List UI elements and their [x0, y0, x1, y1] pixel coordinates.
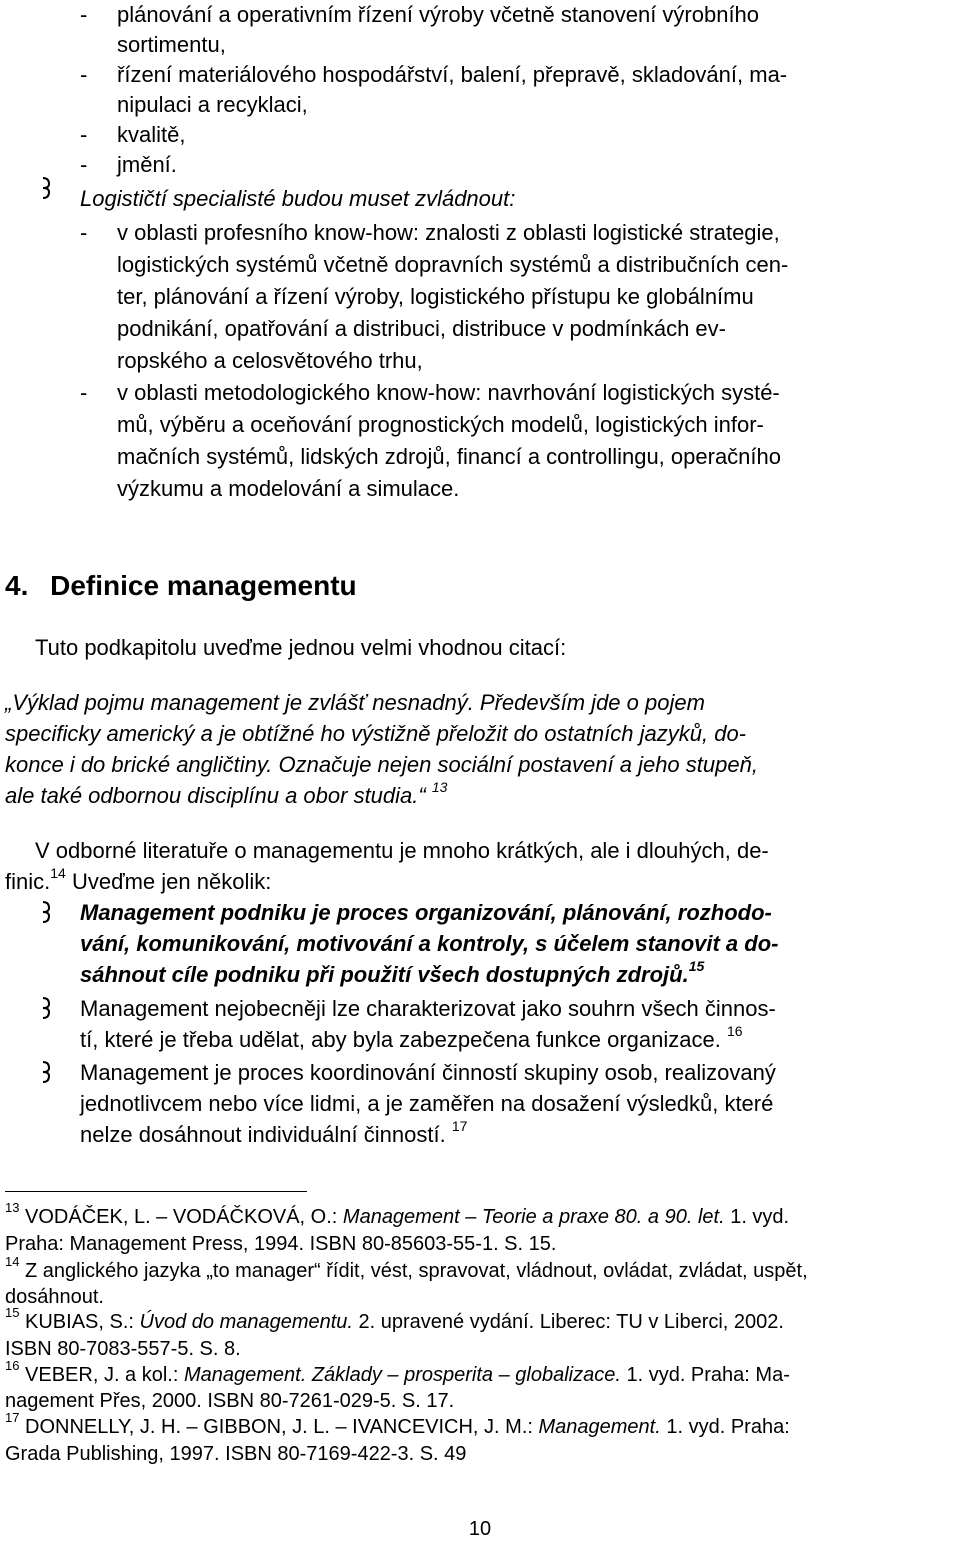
list-item-line: logistických systémů včetně dopravních systémů a distribučních cen- [117, 252, 789, 277]
footnote-line: Grada Publishing, 1997. ISBN 80-7169-422-3. S. 49 [5, 1443, 467, 1465]
specialists-heading: Logističtí specialisté budou muset zvládnout: [80, 186, 516, 211]
definition-bullet-icon [40, 994, 58, 1022]
paragraph-line-2: finic.$^{14}$ Uveďme jen několik: [5, 864, 272, 894]
footnote-ref: 14 [50, 864, 66, 881]
section-number: 4. [5, 570, 29, 601]
dash: - [80, 152, 88, 177]
section-title: Definice managementu [50, 570, 357, 601]
page-number: 10 [468, 1518, 492, 1540]
definition-line: Management nejobecněji lze charakterizovat jako souhrn všech činnos- [80, 996, 776, 1021]
definition-line: vání, komunikování, motivování a kontroly, s účelem stanovit a do- [80, 931, 779, 956]
list-item: kvalitě, [117, 122, 186, 147]
definition-line-last: tí, které je třeba udělat, aby byla zabezpečena funkce organizace. $^{16}$ [80, 1022, 743, 1052]
list-item: jmění. [117, 152, 177, 177]
quote-line: „Výklad pojmu management je zvlášť nesnadný. Především jde o pojem [5, 690, 705, 715]
footnote-line: dosáhnout. [5, 1286, 104, 1308]
footnote-line: $^{13}$ VODÁČEK, L. – VODÁČKOVÁ, O.: Management – Teorie a praxe 80. a 90. let. 1. vyd. [5, 1200, 790, 1228]
paragraph-line: V odborné literatuře o managementu je mnoho krátkých, ale i dlouhých, de- [35, 838, 769, 863]
list-item: řízení materiálového hospodářství, balení, přepravě, skladování, ma- [117, 62, 788, 87]
list-item-line: podnikání, opatřování a distribuci, distribuce v podmínkách ev- [117, 316, 726, 341]
footnote-line: ISBN 80-7083-557-5. S. 8. [5, 1338, 241, 1360]
dash: - [80, 62, 88, 87]
definition-line: Management podniku je proces organizování, plánování, rozhodo- [80, 900, 772, 925]
section-intro: Tuto podkapitolu uveďme jednou velmi vhodnou citací: [35, 635, 567, 660]
list-item: nipulaci a recyklaci, [117, 92, 308, 117]
list-item-line: v oblasti profesního know-how: znalosti z oblasti logistické strategie, [117, 220, 780, 245]
quote-line: konce i do brické angličtiny. Označuje nejen sociální postavení a jeho stupeň, [5, 752, 758, 777]
footnote-divider [5, 1191, 307, 1192]
footnote-line: Praha: Management Press, 1994. ISBN 80-85603-55-1. S. 15. [5, 1233, 557, 1255]
definition-line-last: sáhnout cíle podniku při použití všech dostupných zdrojů.$^{15}$ [80, 957, 705, 987]
definition-line: Management je proces koordinování činností skupiny osob, realizovaný [80, 1060, 776, 1085]
footnote-ref: 16 [726, 1022, 743, 1039]
definition-line: jednotlivcem nebo více lidmi, a je zaměřen na dosažení výsledků, které [80, 1091, 774, 1116]
footnote-line: $^{16}$ VEBER, J. a kol.: Management. Základy – prosperita – globalizace. 1. vyd. Praha: Ma- [5, 1358, 790, 1386]
list-item-line: mačních systémů, lidských zdrojů, financí a controllingu, operačního [117, 444, 781, 469]
quote-line-last [5, 778, 448, 811]
footnote-ref: 17 [451, 1117, 468, 1134]
list-item: plánování a operativním řízení výroby včetně stanovení výrobního [117, 2, 760, 27]
dash: - [80, 122, 88, 147]
list-item-line: v oblasti metodologického know-how: navrhování logistických systé- [117, 380, 780, 405]
footnote-ref: 15 [688, 957, 705, 974]
list-item-line: výzkumu a modelování a simulace. [117, 476, 460, 501]
quote-line: specificky americký a je obtížné ho výstižně přeložit do ostatních jazyků, do- [5, 721, 747, 746]
list-item: sortimentu, [117, 32, 226, 57]
footnote-line: $^{14}$ Z anglického jazyka „to manager“ řídit, vést, spravovat, vládnout, ovládat, zvládat, uspět, [5, 1254, 808, 1282]
list-item-line: ropského a celosvětového trhu, [117, 348, 423, 373]
footnote-ref: 13 [431, 778, 448, 795]
definition-line-last: nelze dosáhnout individuální činností. $^{17}$ [80, 1117, 468, 1147]
definition-bullet-icon [40, 1058, 58, 1086]
dash: - [80, 380, 88, 405]
dash: - [80, 220, 88, 245]
section-heading [5, 570, 357, 602]
section-bullet-icon [40, 174, 58, 202]
definition-bullet-icon [40, 898, 58, 926]
footnote-line: $^{15}$ KUBIAS, S.: Úvod do managementu. 2. upravené vydání. Liberec: TU v Liberci, 2002. [5, 1305, 784, 1333]
list-item-line: ter, plánování a řízení výroby, logistického přístupu ke globálnímu [117, 284, 754, 309]
footnote-line: nagement Přes, 2000. ISBN 80-7261-029-5. S. 17. [5, 1390, 455, 1412]
list-item-line: mů, výběru a oceňování prognostických modelů, logistických infor- [117, 412, 764, 437]
dash: - [80, 2, 88, 27]
footnote-line: $^{17}$ DONNELLY, J. H. – GIBBON, J. L. – IVANCEVICH, J. M.: Management. 1. vyd. Praha: [5, 1410, 790, 1438]
quote-line: ale také odbornou disciplínu a obor studia.“ [5, 783, 426, 808]
